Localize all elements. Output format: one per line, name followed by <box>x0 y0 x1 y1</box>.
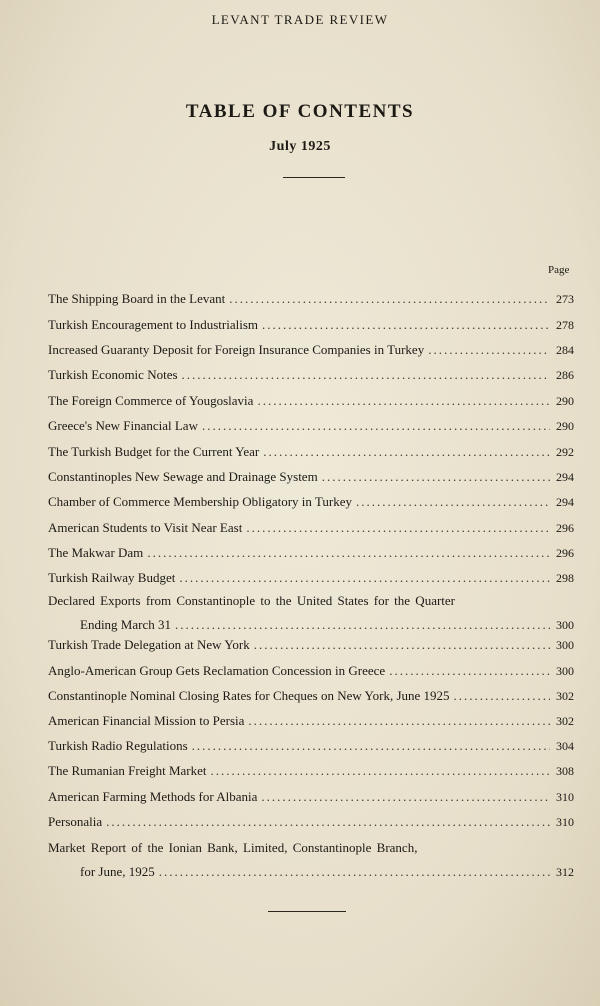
toc-entry[interactable] <box>48 516 574 540</box>
dot-leader <box>322 465 550 489</box>
toc-entry[interactable] <box>48 633 574 657</box>
toc-entry-page: 310 <box>556 815 574 829</box>
toc-entry-page: 292 <box>556 445 574 459</box>
dot-leader <box>454 684 550 708</box>
toc-entry-title: American Farming Methods for Albania <box>48 789 258 804</box>
toc-entry-title: Chamber of Commerce Membership Obligatory in Turkey <box>48 494 353 509</box>
toc-entry-page: 286 <box>556 368 574 382</box>
toc-entry[interactable] <box>48 589 574 637</box>
toc-entry-title: Increased Guaranty Deposit for Foreign Insurance Companies in Turkey <box>48 342 425 357</box>
running-header: LEVANT TRADE REVIEW <box>211 12 389 27</box>
toc-entry-title: Personalia <box>48 814 103 829</box>
toc-entry[interactable] <box>48 363 574 387</box>
toc-entry-title: Declared Exports from Constantinople to the United States for the Quarter <box>48 593 456 608</box>
divider-top <box>283 177 345 178</box>
dot-leader <box>246 516 550 540</box>
dot-leader <box>389 659 550 683</box>
toc-entry-title: The Turkish Budget for the Current Year <box>48 444 260 459</box>
dot-leader <box>356 490 550 514</box>
toc-entry-title: The Rumanian Freight Market <box>48 763 207 778</box>
toc-entry[interactable] <box>48 541 574 565</box>
dot-leader <box>262 313 550 337</box>
toc-entry-title: Greece's New Financial Law <box>48 418 198 433</box>
toc-entry-title: Turkish Trade Delegation at New York <box>48 637 250 652</box>
toc-entry[interactable] <box>48 440 574 464</box>
toc-entry[interactable] <box>48 734 574 758</box>
toc-entry[interactable] <box>48 313 574 337</box>
toc-entry-page: 298 <box>556 571 574 585</box>
toc-entry-title: Turkish Railway Budget <box>48 570 176 585</box>
toc-entry-page: 302 <box>556 689 574 703</box>
toc-entry-page: 296 <box>556 546 574 560</box>
toc-entry[interactable] <box>48 759 574 783</box>
toc-entry-title-continued: for June, 1925 <box>80 864 155 879</box>
toc-entry[interactable] <box>48 287 574 311</box>
toc-entry[interactable] <box>48 810 574 834</box>
dot-leader <box>159 860 550 884</box>
divider-bottom <box>268 911 346 912</box>
toc-entry-page: 290 <box>556 394 574 408</box>
toc-entry-page: 304 <box>556 739 574 753</box>
page-title: TABLE OF CONTENTS <box>185 101 415 122</box>
toc-entry-page: 294 <box>556 495 574 509</box>
toc-entry-page: 302 <box>556 714 574 728</box>
toc-entry-page: 300 <box>556 638 574 652</box>
page-column-label: Page <box>548 264 570 276</box>
toc-entry[interactable] <box>48 465 574 489</box>
toc-entry-title: Turkish Economic Notes <box>48 367 178 382</box>
toc-entry-title: Constantinople Nominal Closing Rates for Cheques on New York, June 1925 <box>48 688 450 703</box>
dot-leader <box>147 541 550 565</box>
toc-entry-page: 278 <box>556 318 574 332</box>
toc-entry[interactable] <box>48 659 574 683</box>
toc-entry[interactable] <box>48 836 574 884</box>
toc-entry[interactable] <box>48 684 574 708</box>
toc-entry-page: 273 <box>556 292 574 306</box>
toc-entry-title: The Foreign Commerce of Yougoslavia <box>48 393 254 408</box>
toc-entry-title: The Shipping Board in the Levant <box>48 291 226 306</box>
toc-entry-page: 284 <box>556 343 574 357</box>
toc-entry-title: Turkish Radio Regulations <box>48 738 188 753</box>
dot-leader <box>229 287 550 311</box>
toc-entry[interactable] <box>48 709 574 733</box>
toc-entry-page: 300 <box>556 664 574 678</box>
toc-entry-page: 312 <box>556 865 574 879</box>
toc-entry[interactable] <box>48 338 574 362</box>
toc-entry[interactable] <box>48 490 574 514</box>
toc-entry-title: Anglo-American Group Gets Reclamation Concession in Greece <box>48 663 386 678</box>
issue-date: July 1925 <box>269 139 331 154</box>
toc-entry[interactable] <box>48 566 574 590</box>
toc-entry-page: 290 <box>556 419 574 433</box>
toc-entry-page: 294 <box>556 470 574 484</box>
toc-entry-title: The Makwar Dam <box>48 545 144 560</box>
toc-entry[interactable] <box>48 389 574 413</box>
dot-leader <box>261 785 550 809</box>
dot-leader <box>182 363 550 387</box>
dot-leader <box>257 389 550 413</box>
toc-entry-page: 300 <box>556 618 574 632</box>
toc-entry-page: 310 <box>556 790 574 804</box>
toc-entry[interactable] <box>48 785 574 809</box>
dot-leader <box>202 414 550 438</box>
toc-entry-title: Constantinoples New Sewage and Drainage System <box>48 469 318 484</box>
dot-leader <box>254 633 550 657</box>
toc-entry[interactable] <box>48 414 574 438</box>
dot-leader <box>428 338 550 362</box>
dot-leader <box>179 566 550 590</box>
dot-leader <box>263 440 550 464</box>
toc-entry-title: Turkish Encouragement to Industrialism <box>48 317 259 332</box>
toc-entry-title: American Financial Mission to Persia <box>48 713 245 728</box>
toc-entry-title: Market Report of the Ionian Bank, Limited, Constantinople Branch, <box>48 840 418 855</box>
dot-leader <box>192 734 550 758</box>
toc-entry-title-continued: Ending March 31 <box>80 617 171 632</box>
dot-leader <box>211 759 551 783</box>
toc-entry-page: 296 <box>556 521 574 535</box>
dot-leader <box>248 709 550 733</box>
toc-entry-title: American Students to Visit Near East <box>48 520 243 535</box>
toc-entry-page: 308 <box>556 764 574 778</box>
dot-leader <box>106 810 550 834</box>
